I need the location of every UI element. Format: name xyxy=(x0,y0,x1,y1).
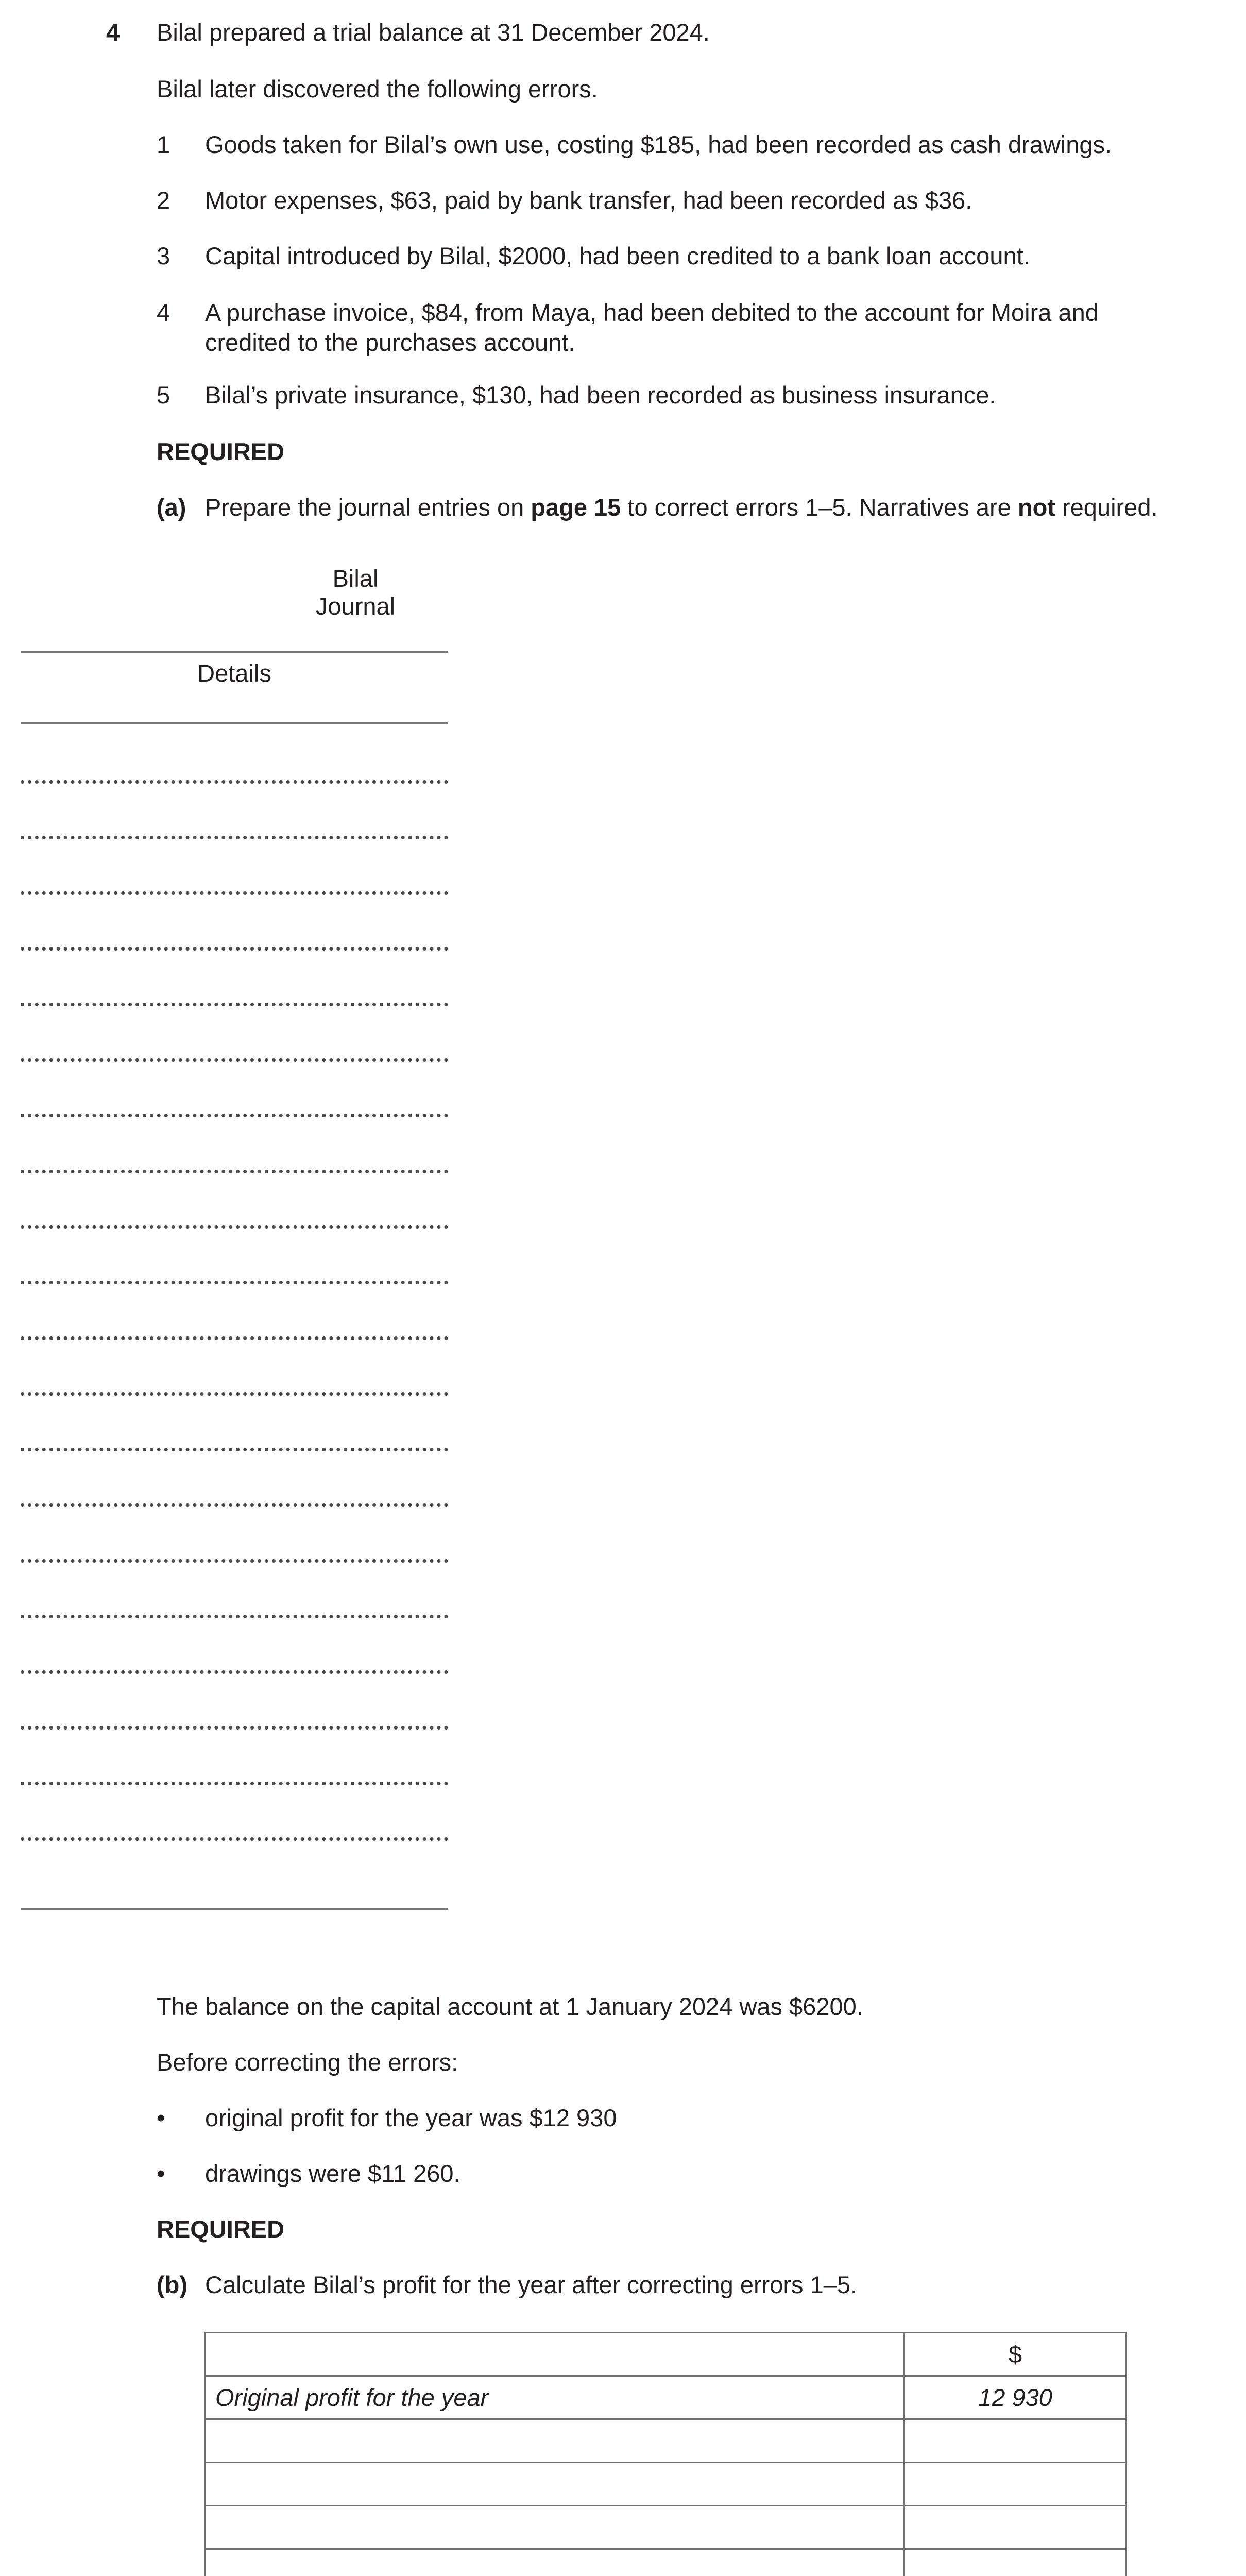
journal-header-rule xyxy=(21,722,448,724)
journal-answer-line[interactable] xyxy=(21,1559,448,1563)
journal-answer-line[interactable] xyxy=(21,1448,448,1451)
journal-title: Journal xyxy=(315,592,396,620)
original-profit-label: Original profit for the year xyxy=(206,2376,904,2419)
table-row xyxy=(206,2463,1126,2506)
answer-cell[interactable] xyxy=(206,2419,904,2463)
bullet-icon: • xyxy=(157,2104,165,2131)
table-row xyxy=(206,2376,1126,2419)
journal-answer-line[interactable] xyxy=(21,1336,448,1340)
answer-cell[interactable] xyxy=(206,2506,904,2549)
answer-cell[interactable] xyxy=(904,2463,1126,2506)
table-row xyxy=(206,2549,1126,2576)
table-row xyxy=(206,2419,1126,2463)
details-header: Details xyxy=(197,659,271,687)
table-cell[interactable] xyxy=(206,2333,904,2376)
journal-answer-line[interactable] xyxy=(21,1225,448,1229)
journal-answer-line[interactable] xyxy=(21,1058,448,1062)
journal-answer-line[interactable] xyxy=(21,1782,448,1785)
journal-answer-line[interactable] xyxy=(21,1003,448,1006)
error-number-1: 1 xyxy=(157,131,170,158)
required-label-a: REQUIRED xyxy=(157,438,285,465)
journal-answer-line[interactable] xyxy=(21,1726,448,1730)
original-profit-value: 12 930 xyxy=(904,2376,1126,2419)
before-correcting-text: Before correcting the errors: xyxy=(157,2048,458,2076)
error-text-1: Goods taken for Bilal’s own use, costing $185, had been recorded as cash drawings. xyxy=(205,131,1112,158)
error-number-5: 5 xyxy=(157,381,170,409)
table-row xyxy=(206,2333,1126,2376)
answer-cell[interactable] xyxy=(904,2506,1126,2549)
part-a-text: Prepare the journal entries on page 15 to correct errors 1–5. Narratives are not required. xyxy=(205,494,1158,521)
bullet-item-profit: original profit for the year was $12 930 xyxy=(205,2104,617,2131)
table-row xyxy=(206,2506,1126,2549)
capital-balance-text: The balance on the capital account at 1 January 2024 was $6200. xyxy=(157,1993,863,2020)
journal-answer-line[interactable] xyxy=(21,836,448,839)
error-number-4: 4 xyxy=(157,299,170,326)
journal-answer-line[interactable] xyxy=(21,1670,448,1674)
question-number: 4 xyxy=(106,19,120,46)
part-a-label: (a) xyxy=(157,494,186,521)
question-intro: Bilal prepared a trial balance at 31 December 2024. xyxy=(157,19,710,46)
error-number-2: 2 xyxy=(157,187,170,214)
journal-answer-line[interactable] xyxy=(21,1170,448,1173)
part-b-text: Calculate Bilal’s profit for the year after correcting errors 1–5. xyxy=(205,2271,858,2298)
journal-answer-line[interactable] xyxy=(21,891,448,895)
answer-cell[interactable] xyxy=(904,2549,1126,2576)
answer-cell[interactable] xyxy=(904,2419,1126,2463)
error-number-3: 3 xyxy=(157,242,170,269)
currency-header: $ xyxy=(904,2333,1126,2376)
part-b-label: (b) xyxy=(157,2271,188,2298)
journal-title-name: Bilal xyxy=(332,565,379,592)
answer-cell[interactable] xyxy=(206,2549,904,2576)
journal-bottom-rule xyxy=(21,1908,448,1910)
bullet-icon: • xyxy=(157,2160,165,2187)
journal-answer-line[interactable] xyxy=(21,1281,448,1284)
bullet-item-drawings: drawings were $11 260. xyxy=(205,2160,460,2187)
error-text-5: Bilal’s private insurance, $130, had been recorded as business insurance. xyxy=(205,381,996,409)
journal-answer-line[interactable] xyxy=(21,947,448,951)
journal-answer-line[interactable] xyxy=(21,780,448,784)
journal-answer-line[interactable] xyxy=(21,1615,448,1618)
error-text-2: Motor expenses, $63, paid by bank transfer, had been recorded as $36. xyxy=(205,187,972,214)
profit-calculation-table xyxy=(204,2332,1127,2576)
journal-top-rule xyxy=(21,651,448,653)
required-label-b: REQUIRED xyxy=(157,2215,285,2243)
errors-intro: Bilal later discovered the following errors. xyxy=(157,75,598,103)
answer-cell[interactable] xyxy=(206,2463,904,2506)
journal-answer-line[interactable] xyxy=(21,1503,448,1507)
journal-answer-line[interactable] xyxy=(21,1837,448,1841)
journal-answer-line[interactable] xyxy=(21,1114,448,1117)
error-text-4: A purchase invoice, $84, from Maya, had been debited to the account for Moira and credited to the purchases account. xyxy=(205,299,1099,356)
error-text-3: Capital introduced by Bilal, $2000, had been credited to a bank loan account. xyxy=(205,242,1030,269)
journal-answer-line[interactable] xyxy=(21,1392,448,1396)
